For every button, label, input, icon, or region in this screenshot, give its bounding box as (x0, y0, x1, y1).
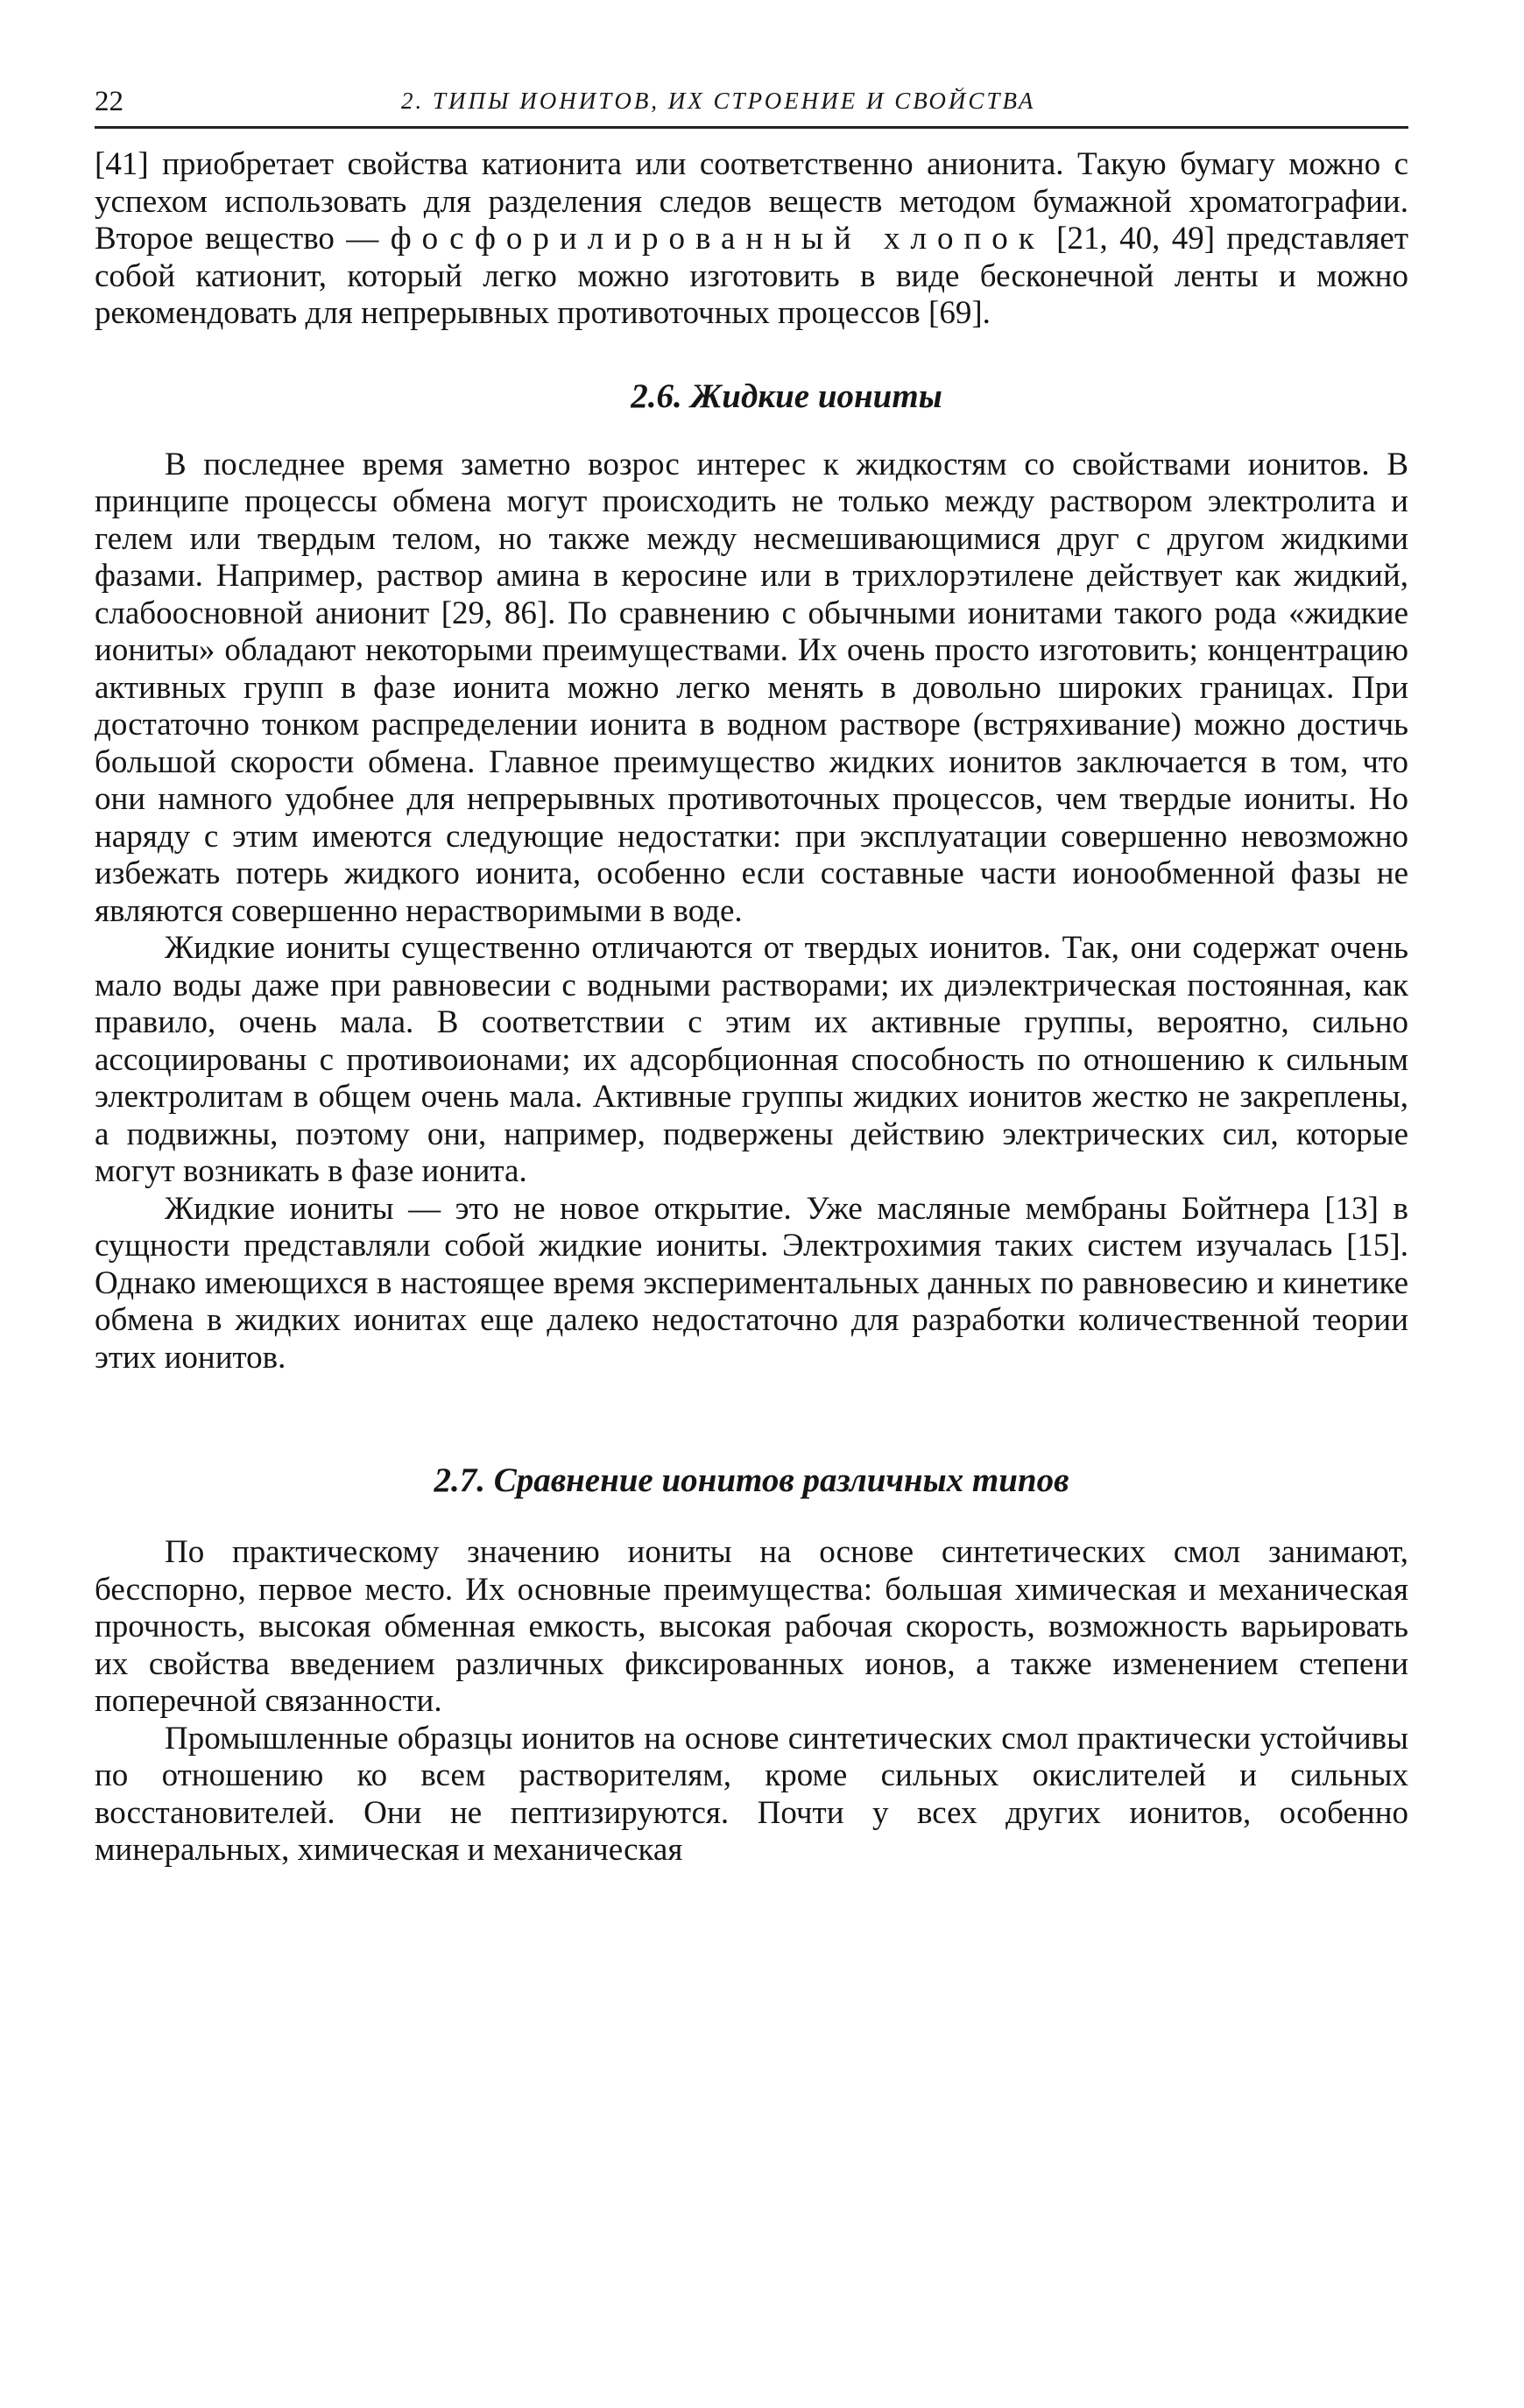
continued-paragraph (95, 146, 1408, 333)
intro-text-end: [21, 40, 49] представляет собой катионит, который легко можно изготовить в виде бесконечной ленты и можно рекомендовать для непрерывных противоточных процессов [69]. (95, 221, 1408, 331)
page-number: 22 (95, 86, 123, 117)
book-page (95, 77, 1408, 1869)
paragraph: В последнее время заметно возрос интерес к жидкостям со свойствами ионитов. В принципе процессы обмена могут происходить не только между раствором электролита и гелем или твердым телом, но также между несмешивающимися друг с другом жидкими фазами. Например, раствор амина в керосине или в трихлорэтилене действует как жидкий, слабоосновной анионит [29, 86]. По сравнению с обычными ионитами такого рода «жидкие иониты» обладают некоторыми преимуществами. Их очень просто изготовить; концентрацию активных групп в фазе ионита можно легко менять в довольно широких границах. При достаточно тонком распределении ионита в водном растворе (встряхивание) можно достичь большой скорости обмена. Главное преимущество жидких ионитов заключается в том, что они намного удобнее для непрерывных противоточных процессов, чем твердые иониты. Но наряду с этим имеются следующие недостатки: при эксплуатации совершенно невозможно избежать потерь жидкого ионита, особенно если составные части ионообменной фазы не являются совершенно нерастворимыми в воде. (95, 446, 1408, 929)
paragraph: Жидкие иониты существенно отличаются от твердых ионитов. Так, они содержат очень мало воды даже при равновесии с водными растворами; их диэлектрическая постоянная, как правило, очень мала. В соответствии с этим их активные группы, вероятно, сильно ассоциированы с противоионами; их адсорбционная способность по отношению к сильным электролитам в общем очень мала. Активные группы жидких ионитов жестко не закреплены, а подвижны, поэтому они, например, подвержены действию электрических сил, которые могут возникать в фазе ионита. (95, 930, 1408, 1189)
section-heading-2-7: 2.7. Сравнение ионитов различных типов (434, 1461, 1069, 1499)
paragraph: Промышленные образцы ионитов на основе синтетических смол практически устойчивы по отношению ко всем растворителям, кроме сильных окислителей и сильных восстановителей. Они не пептизируются. Почти у всех других ионитов, особенно минеральных, химическая и механическая (95, 1720, 1408, 1868)
running-title: 2. ТИПЫ ИОНИТОВ, ИХ СТРОЕНИЕ И СВОЙСТВА (401, 88, 1036, 114)
section-heading-2-6: 2.6. Жидкие иониты (631, 377, 942, 415)
spaced-term: фосфорилированный хлопок (390, 221, 1045, 257)
paragraph: По практическому значению иониты на основе синтетических смол занимают, бесспорно, первое место. Их основные преимущества: большая химическая и механическая прочность, высокая обменная емкость, высокая рабочая скорость, возможность варьировать их свойства введением различных фиксированных ионов, а также изменением степени поперечной связанности. (95, 1534, 1408, 1719)
paragraph: Жидкие иониты — это не новое открытие. Уже масляные мембраны Бойтнера [13] в сущности представляли собой жидкие иониты. Электрохимия таких систем изучалась [15]. Однако имеющихся в настоящее время экспериментальных данных по равновесию и кинетике обмена в жидких ионитах еще далеко недостаточно для разработки количественной теории этих ионитов. (95, 1190, 1408, 1376)
intro-text-start: [41] приобретает свойства катионита или соответственно анионита. Такую бумагу можно с успехом использовать для разделения следов веществ методом бумажной хроматографии. Второе вещество — (95, 146, 1408, 257)
running-header (95, 77, 1408, 129)
